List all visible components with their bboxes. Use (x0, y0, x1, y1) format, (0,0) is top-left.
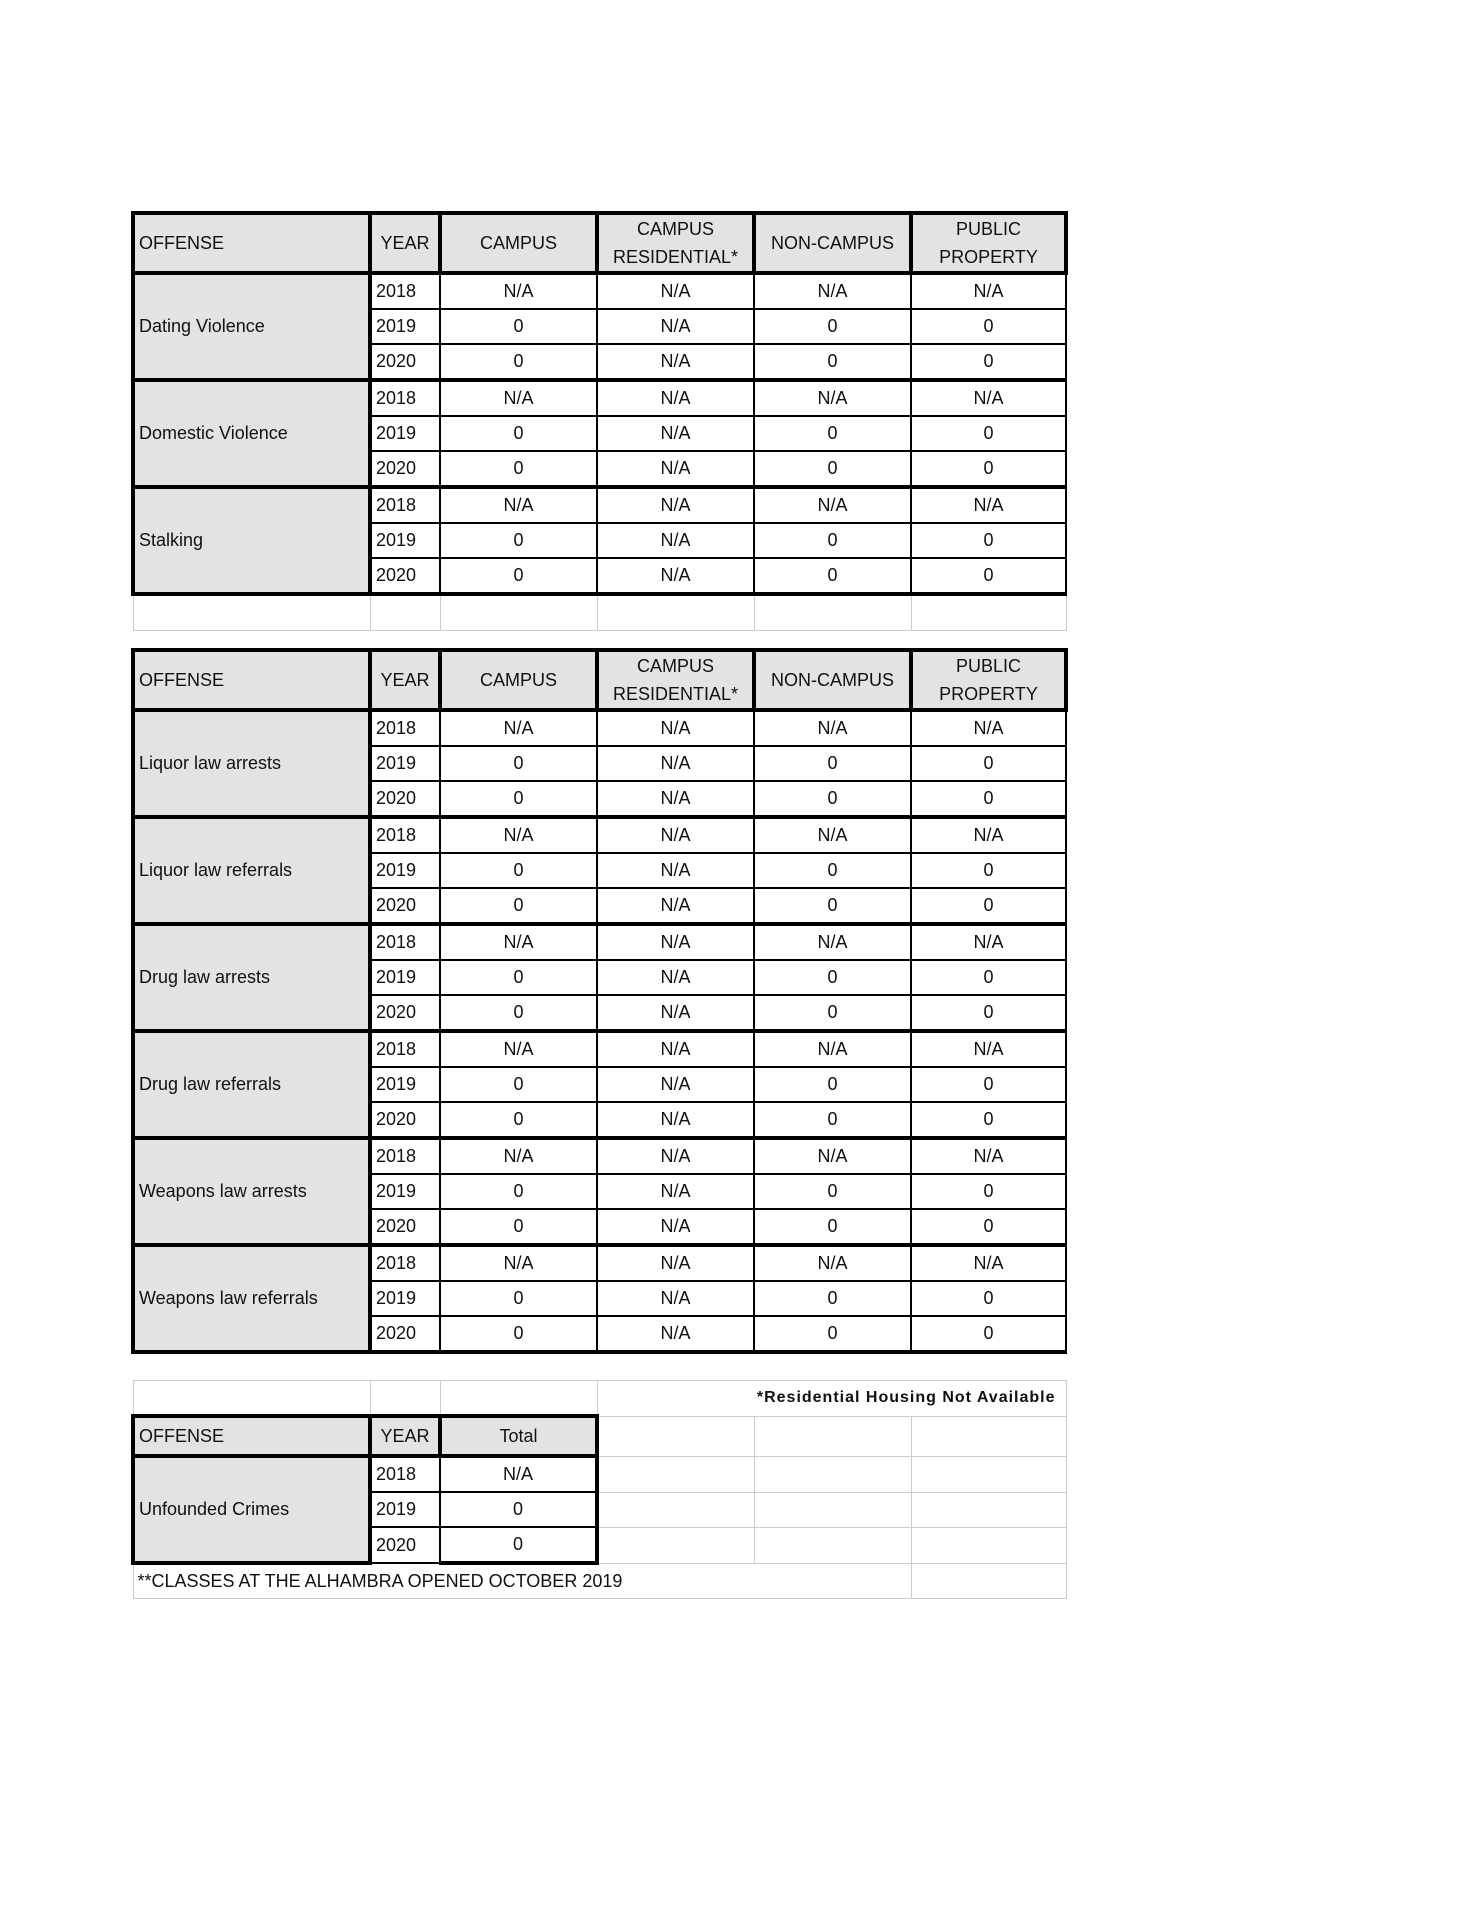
empty-cell (597, 1416, 754, 1456)
value-cell: N/A (597, 781, 754, 817)
table-row (133, 1456, 1066, 1492)
value-cell: 0 (754, 344, 911, 380)
value-cell: 0 (440, 1174, 597, 1209)
offense-label: Stalking (133, 487, 370, 594)
value-cell: N/A (911, 1245, 1066, 1281)
header-total: Total (440, 1416, 597, 1456)
table-row (133, 1031, 1066, 1067)
empty-cell (911, 594, 1066, 631)
value-cell: N/A (597, 344, 754, 380)
value-cell: N/A (597, 309, 754, 344)
value-cell: N/A (597, 523, 754, 558)
year-cell: 2019 (370, 523, 440, 558)
offense-label: Weapons law referrals (133, 1245, 370, 1352)
empty-cell (754, 594, 911, 631)
value-cell: N/A (754, 924, 911, 960)
value-cell: 0 (754, 523, 911, 558)
value-cell: N/A (911, 380, 1066, 416)
year-cell: 2018 (370, 1456, 440, 1492)
header-offense: OFFENSE (133, 1416, 370, 1456)
value-cell: N/A (440, 1031, 597, 1067)
value-cell: N/A (597, 273, 754, 309)
empty-cell (133, 1381, 370, 1417)
year-cell: 2019 (370, 416, 440, 451)
value-cell: 0 (911, 558, 1066, 594)
header-campus-residential: CAMPUS RESIDENTIAL* (597, 213, 754, 273)
value-cell: 0 (440, 523, 597, 558)
header-row (133, 1416, 1066, 1456)
year-cell: 2020 (370, 451, 440, 487)
value-cell: N/A (597, 888, 754, 924)
offense-label: Drug law arrests (133, 924, 370, 1031)
value-cell: 0 (440, 781, 597, 817)
offense-label: Drug law referrals (133, 1031, 370, 1138)
year-cell: 2019 (370, 1492, 440, 1527)
year-cell: 2020 (370, 781, 440, 817)
value-cell: N/A (597, 960, 754, 995)
value-cell: 0 (754, 416, 911, 451)
value-cell: 0 (911, 309, 1066, 344)
header-public-property: PUBLIC PROPERTY (911, 650, 1066, 710)
value-cell: N/A (754, 273, 911, 309)
offense-label: Domestic Violence (133, 380, 370, 487)
empty-cell (911, 1492, 1066, 1527)
value-cell: N/A (597, 1281, 754, 1316)
value-cell: 0 (754, 746, 911, 781)
empty-cell (440, 594, 597, 631)
value-cell: N/A (597, 853, 754, 888)
empty-cell (440, 1381, 597, 1417)
value-cell: N/A (597, 995, 754, 1031)
offense-label: Unfounded Crimes (133, 1456, 370, 1563)
value-cell: 0 (440, 451, 597, 487)
unfounded-crimes-table (131, 1380, 1067, 1599)
value-cell: 0 (440, 1281, 597, 1316)
empty-cell (911, 1416, 1066, 1456)
arrests-referrals-table (131, 648, 1068, 1354)
value-cell: 0 (440, 960, 597, 995)
value-cell: N/A (597, 1102, 754, 1138)
year-cell: 2019 (370, 1281, 440, 1316)
year-cell: 2018 (370, 380, 440, 416)
value-cell: N/A (597, 487, 754, 523)
value-cell: 0 (440, 1067, 597, 1102)
offense-label: Weapons law arrests (133, 1138, 370, 1245)
value-cell: N/A (440, 924, 597, 960)
note-row (133, 1381, 1066, 1417)
table-row (133, 487, 1066, 523)
value-cell: N/A (440, 1138, 597, 1174)
value-cell: 0 (440, 558, 597, 594)
table-row (133, 924, 1066, 960)
year-cell: 2019 (370, 1174, 440, 1209)
year-cell: 2019 (370, 309, 440, 344)
value-cell: N/A (597, 380, 754, 416)
value-cell: 0 (911, 1209, 1066, 1245)
value-cell: N/A (911, 1031, 1066, 1067)
header-campus: CAMPUS (440, 650, 597, 710)
value-cell: 0 (911, 853, 1066, 888)
value-cell: N/A (597, 451, 754, 487)
header-year: YEAR (370, 650, 440, 710)
year-cell: 2018 (370, 273, 440, 309)
empty-cell (911, 1527, 1066, 1563)
year-cell: 2020 (370, 1527, 440, 1563)
value-cell: N/A (440, 1245, 597, 1281)
empty-cell (370, 594, 440, 631)
value-cell: 0 (440, 746, 597, 781)
year-cell: 2020 (370, 344, 440, 380)
value-cell: 0 (754, 1281, 911, 1316)
value-cell: 0 (440, 1527, 597, 1563)
value-cell: 0 (754, 1102, 911, 1138)
offense-label: Liquor law referrals (133, 817, 370, 924)
classes-footnote: **CLASSES AT THE ALHAMBRA OPENED OCTOBER 2019 (133, 1563, 911, 1599)
empty-cell (133, 594, 370, 631)
value-cell: N/A (754, 1138, 911, 1174)
value-cell: 0 (754, 960, 911, 995)
value-cell: 0 (911, 1281, 1066, 1316)
year-cell: 2018 (370, 710, 440, 746)
value-cell: 0 (440, 888, 597, 924)
empty-cell (597, 1492, 754, 1527)
value-cell: N/A (597, 817, 754, 853)
empty-cell (597, 1527, 754, 1563)
empty-cell (754, 1492, 911, 1527)
year-cell: 2020 (370, 1316, 440, 1352)
value-cell: 0 (440, 1316, 597, 1352)
year-cell: 2018 (370, 817, 440, 853)
value-cell: N/A (597, 1209, 754, 1245)
value-cell: 0 (754, 1209, 911, 1245)
value-cell: N/A (597, 558, 754, 594)
value-cell: 0 (754, 1174, 911, 1209)
offense-label: Liquor law arrests (133, 710, 370, 817)
value-cell: N/A (597, 746, 754, 781)
value-cell: 0 (440, 416, 597, 451)
value-cell: 0 (754, 1316, 911, 1352)
value-cell: N/A (440, 817, 597, 853)
header-year: YEAR (370, 213, 440, 273)
year-cell: 2018 (370, 487, 440, 523)
value-cell: N/A (911, 710, 1066, 746)
year-cell: 2020 (370, 558, 440, 594)
vawa-offenses-table (131, 211, 1068, 631)
year-cell: 2019 (370, 746, 440, 781)
value-cell: N/A (754, 710, 911, 746)
value-cell: N/A (440, 380, 597, 416)
value-cell: N/A (597, 1031, 754, 1067)
footnote-row (133, 1563, 1066, 1599)
year-cell: 2020 (370, 1102, 440, 1138)
value-cell: 0 (440, 1102, 597, 1138)
value-cell: 0 (911, 781, 1066, 817)
empty-cell (754, 1416, 911, 1456)
value-cell: 0 (911, 1067, 1066, 1102)
value-cell: N/A (597, 1067, 754, 1102)
header-offense: OFFENSE (133, 650, 370, 710)
year-cell: 2018 (370, 1245, 440, 1281)
value-cell: N/A (597, 416, 754, 451)
value-cell: 0 (754, 451, 911, 487)
value-cell: 0 (754, 558, 911, 594)
value-cell: 0 (911, 888, 1066, 924)
value-cell: N/A (597, 1174, 754, 1209)
value-cell: 0 (754, 781, 911, 817)
header-campus-residential: CAMPUS RESIDENTIAL* (597, 650, 754, 710)
year-cell: 2020 (370, 1209, 440, 1245)
empty-cell (754, 1456, 911, 1492)
empty-cell (370, 1381, 440, 1417)
value-cell: N/A (911, 487, 1066, 523)
table-row (133, 710, 1066, 746)
value-cell: 0 (911, 1102, 1066, 1138)
table-row (133, 273, 1066, 309)
year-cell: 2020 (370, 888, 440, 924)
offense-label: Dating Violence (133, 273, 370, 380)
header-public-property: PUBLIC PROPERTY (911, 213, 1066, 273)
empty-cell (911, 1563, 1066, 1599)
year-cell: 2018 (370, 924, 440, 960)
table-row (133, 817, 1066, 853)
value-cell: 0 (911, 1174, 1066, 1209)
value-cell: 0 (440, 853, 597, 888)
residential-housing-note: *Residential Housing Not Available (597, 1381, 1066, 1417)
value-cell: 0 (440, 1492, 597, 1527)
value-cell: N/A (754, 817, 911, 853)
year-cell: 2019 (370, 1067, 440, 1102)
value-cell: 0 (911, 523, 1066, 558)
year-cell: 2020 (370, 995, 440, 1031)
value-cell: 0 (911, 746, 1066, 781)
value-cell: N/A (440, 487, 597, 523)
empty-cell (911, 1456, 1066, 1492)
value-cell: N/A (440, 273, 597, 309)
value-cell: N/A (440, 710, 597, 746)
value-cell: 0 (440, 309, 597, 344)
value-cell: 0 (911, 416, 1066, 451)
value-cell: N/A (597, 1316, 754, 1352)
value-cell: 0 (754, 1067, 911, 1102)
value-cell: 0 (754, 309, 911, 344)
value-cell: N/A (911, 817, 1066, 853)
empty-cell (597, 1456, 754, 1492)
value-cell: 0 (911, 995, 1066, 1031)
value-cell: N/A (911, 1138, 1066, 1174)
header-row (133, 213, 1066, 273)
value-cell: 0 (754, 888, 911, 924)
header-row (133, 650, 1066, 710)
value-cell: N/A (754, 1031, 911, 1067)
value-cell: N/A (911, 924, 1066, 960)
year-cell: 2019 (370, 853, 440, 888)
table-row (133, 380, 1066, 416)
value-cell: N/A (597, 1138, 754, 1174)
value-cell: N/A (754, 380, 911, 416)
table-row (133, 1245, 1066, 1281)
year-cell: 2019 (370, 960, 440, 995)
value-cell: N/A (597, 924, 754, 960)
value-cell: 0 (911, 451, 1066, 487)
year-cell: 2018 (370, 1031, 440, 1067)
value-cell: N/A (911, 273, 1066, 309)
empty-cell (754, 1527, 911, 1563)
header-offense: OFFENSE (133, 213, 370, 273)
value-cell: 0 (754, 995, 911, 1031)
value-cell: 0 (440, 1209, 597, 1245)
value-cell: N/A (754, 487, 911, 523)
value-cell: N/A (440, 1456, 597, 1492)
year-cell: 2018 (370, 1138, 440, 1174)
spacer-row (133, 594, 1066, 631)
header-non-campus: NON-CAMPUS (754, 650, 911, 710)
empty-cell (597, 594, 754, 631)
value-cell: 0 (911, 1316, 1066, 1352)
header-year: YEAR (370, 1416, 440, 1456)
value-cell: N/A (597, 710, 754, 746)
header-non-campus: NON-CAMPUS (754, 213, 911, 273)
value-cell: N/A (597, 1245, 754, 1281)
value-cell: 0 (440, 344, 597, 380)
header-campus: CAMPUS (440, 213, 597, 273)
value-cell: 0 (440, 995, 597, 1031)
value-cell: 0 (911, 344, 1066, 380)
value-cell: N/A (754, 1245, 911, 1281)
value-cell: 0 (911, 960, 1066, 995)
value-cell: 0 (754, 853, 911, 888)
table-row (133, 1138, 1066, 1174)
